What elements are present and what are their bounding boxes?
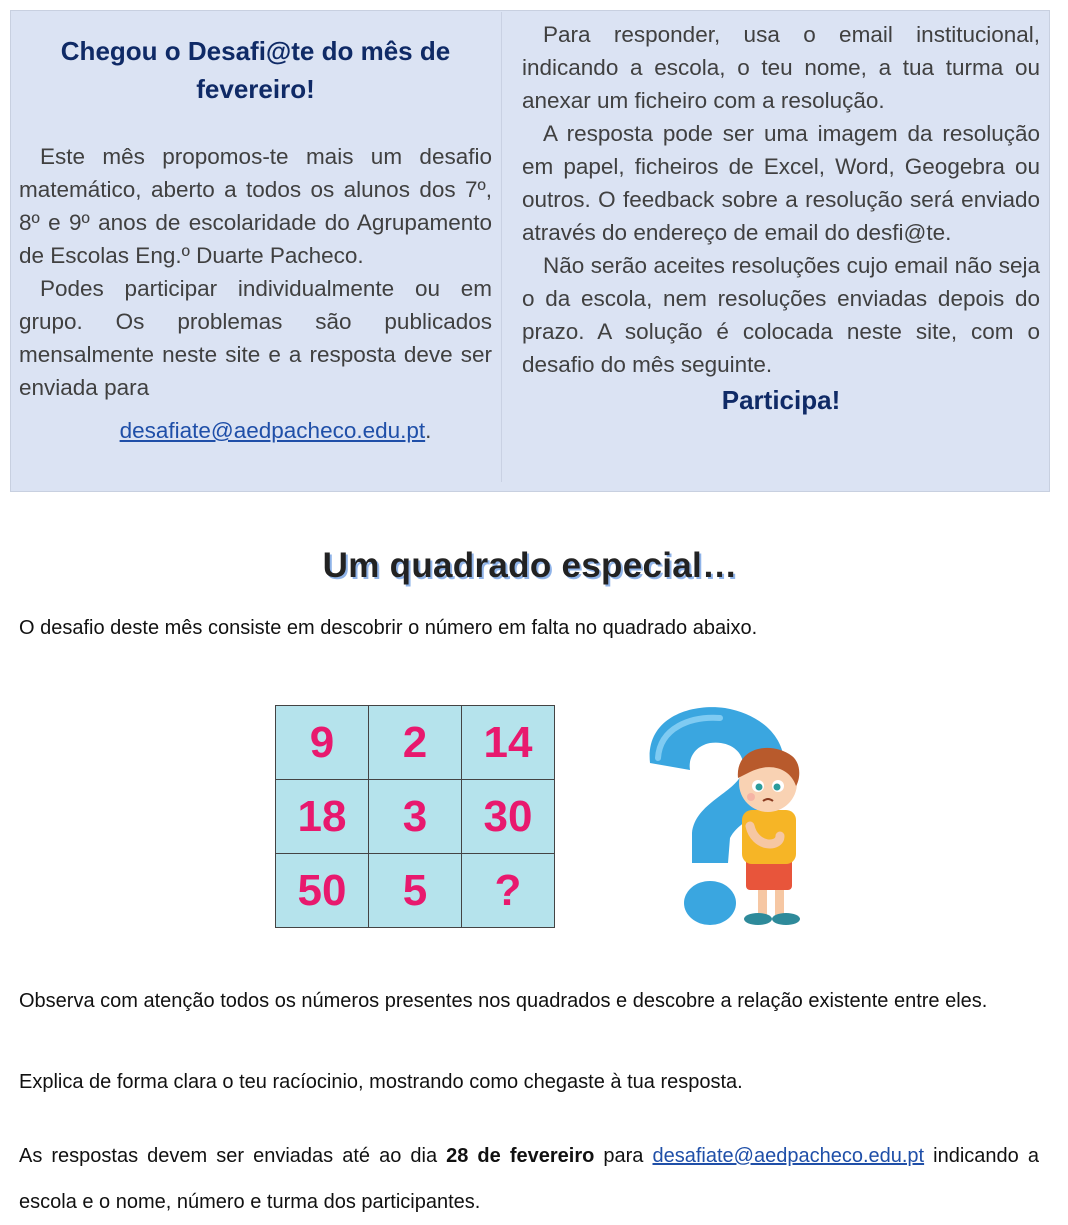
email-suffix: . (425, 418, 432, 443)
challenge-title: Um quadrado especial… (322, 546, 738, 585)
grid-cell: 18 (276, 780, 369, 854)
grid-cell: 50 (276, 854, 369, 928)
participation-paragraph: Podes participar individualmente ou em grupo. Os problemas são publicados mensalmente neste site e a resposta deve ser enviada para (19, 276, 492, 400)
grid-row (276, 780, 555, 854)
email-line (19, 414, 492, 447)
observe-text: Observa com atenção todos os números presentes nos quadrados e descobre a relação existente entre eles. (19, 990, 988, 1012)
boy-with-question-mark-icon (620, 698, 820, 938)
challenge-intro: O desafio deste mês consiste em descobrir o número em falta no quadrado abaixo. (19, 617, 758, 639)
participate-cta: Participa! (721, 385, 841, 415)
response-paragraph: Para responder, usa o email institucional, indicando a escola, o teu nome, a tua turma ou anexar um ficheiro com a resolução. (522, 22, 1040, 113)
deadline-text (19, 1133, 1039, 1225)
announcement-heading: Chegou o Desafi@te do mês de fevereiro! (60, 36, 451, 104)
format-paragraph: A resposta pode ser uma imagem da resolução em papel, ficheiros de Excel, Word, Geogebra ou outros. O feedback sobre a resolução será enviado através do endereço de email do desfi@te. (522, 121, 1040, 245)
grid-cell: 14 (462, 706, 555, 780)
announcement-left-column (19, 32, 492, 447)
deadline-email-link[interactable]: desafiate@aedpacheco.edu.pt (652, 1145, 925, 1167)
contact-email-link[interactable]: desafiate@aedpacheco.edu.pt (119, 418, 426, 443)
grid-row (276, 854, 555, 928)
announcement-right-column (522, 18, 1040, 419)
rules-paragraph: Não serão aceites resoluções cujo email não seja o da escola, nem resoluções enviadas depois do prazo. A solução é colocada neste site, com o desafio do mês seguinte. (522, 253, 1040, 377)
deadline-pre: As respostas devem ser enviadas até ao dia (19, 1145, 438, 1167)
grid-cell: 2 (369, 706, 462, 780)
deadline-post: indicando a escola e o nome, número e turma dos participantes. (19, 1145, 1039, 1213)
grid-row (276, 706, 555, 780)
grid-cell: 9 (276, 706, 369, 780)
grid-cell: 3 (369, 780, 462, 854)
column-divider (501, 12, 502, 482)
number-square (275, 705, 555, 928)
intro-paragraph: Este mês propomos-te mais um desafio matemático, aberto a todos os alunos dos 7º, 8º e 9º anos de escolaridade do Agrupamento de Escolas Eng.º Duarte Pacheco. (19, 144, 492, 268)
grid-cell: 30 (462, 780, 555, 854)
deadline-date: 28 de fevereiro (446, 1145, 595, 1167)
missing-number-cell: ? (462, 854, 555, 928)
explain-text: Explica de forma clara o teu racíocinio, mostrando como chegaste à tua resposta. (19, 1071, 743, 1093)
grid-cell: 5 (369, 854, 462, 928)
deadline-mid: para (603, 1145, 644, 1167)
